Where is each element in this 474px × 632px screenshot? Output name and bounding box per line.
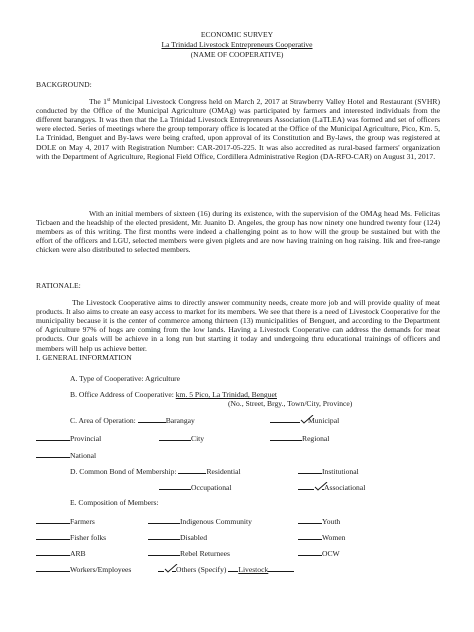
comp-others-value: Livestock [238, 565, 269, 574]
area-city: City [159, 433, 204, 443]
comp-women: Women [298, 532, 345, 542]
comp-fisher: Fisher folks [36, 532, 106, 542]
background-paragraph-2: With an initial members of sixteen (16) during its existence, with the supervision of the OMAg head Ms. Felicitas Ticbaen and the headship of the elected president, Mr. Juanito D. Angeles, the group has now ninety one hundred twenty four (124) members as of this writing. The first months were indeed a challenging point as to how will the group be sustained but with the effort of the officers and LGU, selected members were given piglets and are now having training on hog raising. Itik and free-range chicken were also distributed to selected members. [36, 209, 440, 255]
area-national: National [36, 450, 96, 460]
comp-youth: Youth [298, 516, 340, 526]
comp-indigenous: Indigenous Community [148, 516, 252, 526]
office-address-caption: (No., Street, Brgy., Town/City, Province) [228, 399, 353, 408]
comp-farmers: Farmers [36, 516, 95, 526]
composition-label: E. Composition of Members: [70, 498, 159, 507]
comp-rebel: Rebel Returnees [148, 548, 230, 558]
survey-title: ECONOMIC SURVEY [200, 30, 274, 39]
cooperative-name: La Trinidad Livestock Entrepreneurs Cooperative [161, 40, 313, 49]
area-regional: Regional [270, 433, 329, 443]
comp-ocw: OCW [298, 548, 340, 558]
comp-workers: Workers/Employees [36, 564, 131, 574]
rationale-heading: RATIONALE: [36, 281, 81, 290]
bond-institutional: Institutional [298, 466, 359, 476]
bond-occupational: Occupational [159, 482, 231, 492]
comp-others: Others (Specify) Livestock [158, 564, 294, 574]
office-address-row: B. Office Address of Cooperative: km. 5 Pico, La Trinidad, Benguet [70, 390, 277, 399]
bond-associational: Associational [298, 482, 365, 492]
area-of-operation-row: C. Area of Operation: Barangay [70, 416, 195, 425]
area-provincial: Provincial [36, 433, 101, 443]
common-bond-row: D. Common Bond of Membership: Residential [70, 467, 241, 476]
type-value: Agriculture [145, 374, 181, 383]
rationale-paragraph: The Livestock Cooperative aims to directly answer community needs, create more job and will provide quality of meat products. It also aims to create an easy access to market for its members. We see that there is a need of Livestock Cooperative for the municipality because it is the center of commerce among thirteen (13) municipalities of Benguet, and according to the Department of Agriculture 97% of hogs are coming from the low lands. Having a Livestock Cooperative can address the demands for meat products. Our goals will be achieve in a long run but starting it today and undergoing thru educational trainings of officers and members will help us achieve better. [36, 298, 440, 353]
comp-arb: ARB [36, 548, 86, 558]
type-of-cooperative-row: A. Type of Cooperative: Agriculture [70, 374, 181, 383]
comp-disabled: Disabled [148, 532, 207, 542]
name-caption: (NAME OF COOPERATIVE) [190, 50, 284, 59]
background-paragraph-1: The 1st Municipal Livestock Congress held on March 2, 2017 at Strawberry Valley Hotel and Restaurant (SVHR) conducted by the Office of the Municipal Agriculture (OMAg) was participated by farmers and interested individuals from the different barangays. It was then that the La Trinidad Livestock Entrepreneurs Association (LaTLEA) was formed and set of officers were elected. Series of meetings where the group temporary office is located at the Office of the Municipal Agriculture, Pico, Km. 5, La Trinidad, Benguet and By-laws were being crafted, upon approval of its Constitution and By-laws, the group was registered at DOLE on May 4, 2017 with Registration Number: CAR-2017-05-225. It was also accredited as rural-based farmers' organization with the Department of Agriculture, Regional Field Office, Cordillera Administrative Region (DA-RFO-CAR) on August 31, 2017. [36, 97, 440, 161]
office-address-value: km. 5 Pico, La Trinidad, Benguet [175, 390, 277, 399]
background-heading: BACKGROUND: [36, 80, 92, 89]
area-municipal: Municipal [270, 415, 339, 425]
general-info-heading: I. GENERAL INFORMATION [36, 353, 132, 362]
